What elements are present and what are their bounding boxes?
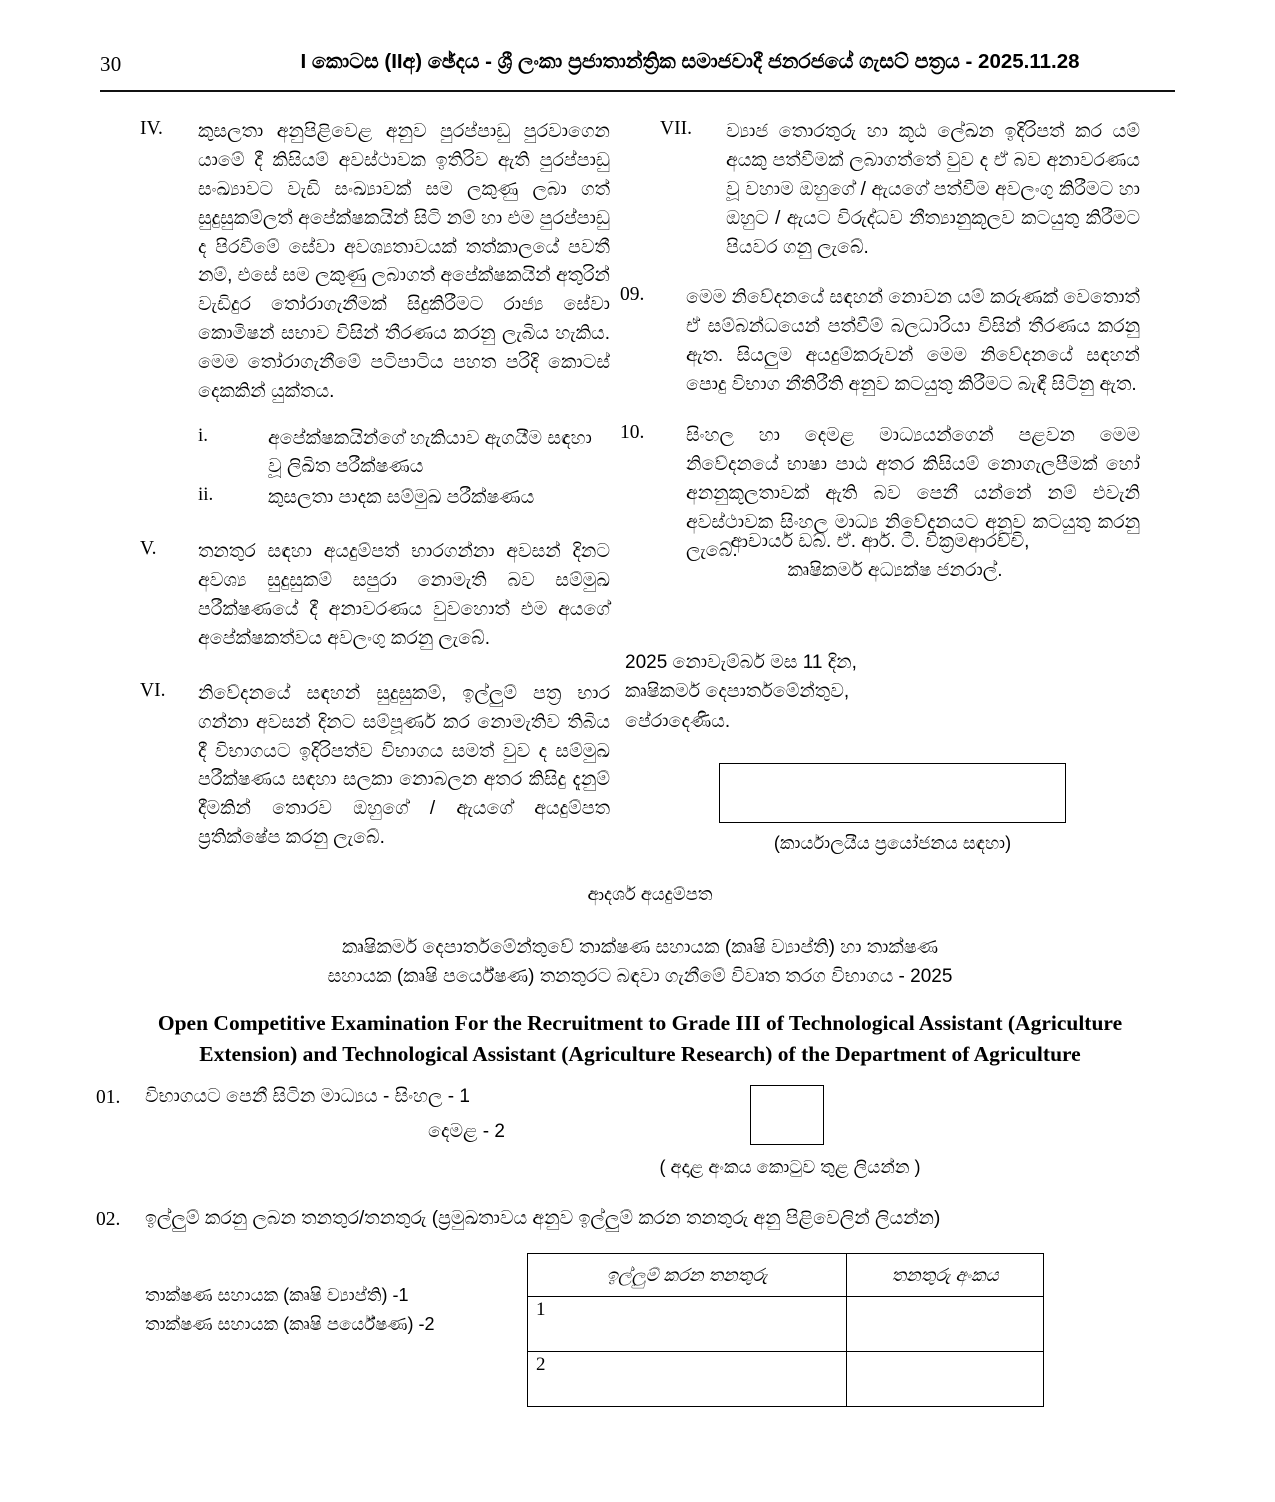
english-exam-title: Open Competitive Examination For the Recruitment to Grade III of Technological Assistant (Agriculture Extension) and Technological Assistant (Agriculture Research) of the Department of Agriculture <box>157 1011 1123 1066</box>
table-row <box>528 1352 1044 1407</box>
office-use-caption: (කාර්යාලයීය ප්‍රයෝජනය සඳහා) <box>773 833 1012 853</box>
clause-v <box>140 538 610 654</box>
dateline-location: පේරාදෙණිය. <box>625 710 731 732</box>
question-02-legend <box>145 1281 435 1339</box>
clause-09-text: මෙම නිවේදනයේ සඳහන් නොවන යම් කරුණක් වෙතොත් ඒ සම්බන්ධයෙන් පත්වීම් බලධාරියා විසින් තීරණය කරනු ඇත. සියලුම අයදුම්කරුවන් මෙම නිවේදනයේ සඳහන් පොදු විභාග නීතිරීති අනුව කටයුතු කිරීමට බැඳී සිටිනු ඇත. <box>686 287 1140 395</box>
dateline-department: කෘෂිකර්ම දෙපාර්තමේන්තුව, <box>625 681 850 703</box>
sub-item-ii-text: කුසලතා පාදක සම්මුඛ පරීක්ෂණය <box>268 486 535 508</box>
sub-item-ii-marker: ii. <box>198 483 214 505</box>
sub-item-i <box>198 425 610 482</box>
gazette-header-title: I කොටස (IIඅ) ඡේදය - ශ්‍රී ලංකා ප්‍රජාතාන්ත්‍රික සමාජවාදී ජනරජයේ ගැසට් පත්‍රය - 2025.11.28 <box>300 50 1080 73</box>
clause-vii-marker: VII. <box>660 118 692 139</box>
sub-item-i-text: අපේක්ෂකයින්ගේ හැකියාව ඇගයීම සඳහා වූ ලිඛිත පරීක්ෂණය <box>268 427 592 478</box>
clause-vii <box>660 118 1140 262</box>
sinhala-exam-title-line1: කෘෂිකර්ම දෙපාර්තමේන්තුවේ තාක්ෂණ සහායක (කෘෂි ව්‍යාප්ති) හා තාක්ෂණ <box>341 937 939 958</box>
question-02-number: 02. <box>96 1209 121 1230</box>
dateline-date: 2025 නොවැම්බර් මස 11 දින, <box>625 652 857 673</box>
header-divider <box>100 90 1175 92</box>
table-cell-code-2[interactable] <box>847 1352 1044 1407</box>
clause-10-text: සිංහල හා දෙමළ මාධ්‍යයන්ගෙන් පළවන මෙම නිවේදනයේ භාෂා පාඨ අතර කිසියම් නොගැලපීමක් හෝ අනනුකූලතාවක් ඇති බව පෙනී යන්නේ නම් එවැනි අවස්ථාවක සිංහල මාධ්‍ය නිවේදනයට අනුව කටයුතු කරනු ලැබේ. <box>686 424 1140 562</box>
clause-iv-marker: IV. <box>140 118 163 139</box>
sinhala-exam-title <box>260 933 1020 992</box>
clause-vi <box>140 680 610 853</box>
sinhala-exam-title-line2: සහායක (කෘෂි පර්යේෂණ) තනතුරට බඳවා ගැනීමේ විවෘත තරග විභාගය - 2025 <box>327 966 953 988</box>
clause-v-marker: V. <box>140 538 157 560</box>
clause-09-marker: 09. <box>620 284 645 306</box>
signatory-designation: කෘෂිකර්ම අධ්‍යක්ෂ ජනරාල්. <box>787 559 1003 581</box>
clause-09 <box>620 284 1140 400</box>
clause-vi-text: නිවේදනයේ සඳහන් සුදුසුකම්, ඉල්ලුම් පත්‍ර භාර ගන්නා අවසන් දිනට සම්පූර්ණ කර නොමැතිව තිබිය දී විභාගයට ඉදිරිපත්ව විභාගය සමත් වුව ද සම්මුඛ පරීක්ෂණය සඳහා සලකා නොබලන අතර කිසිදු දැනුම් දීමකින් තොරව ඔහුගේ / ඇයගේ අයදුම්පත ප්‍රතික්ෂේප කරනු ලැබේ. <box>198 682 610 849</box>
question-01-medium-sinhala: විභාගයට පෙනී සිටින මාධ්‍යය - සිංහල - 1 <box>145 1086 470 1107</box>
page-header <box>100 50 1175 84</box>
table-header-code: තනතුරු අංකය <box>847 1254 1044 1297</box>
signatory-name: ආචාර්ය ඩබ්. ඒ. ආර්. ටී. වික්‍රමආරච්චි, <box>730 531 1030 552</box>
table-cell-post-1[interactable]: 1 <box>528 1297 847 1352</box>
legend-item-research: තාක්ෂණ සහායක (කෘෂි පර්යේෂණ) -2 <box>145 1314 435 1335</box>
clause-v-text: තනතුර සඳහා අයදුම්පත් භාරගන්නා අවසන් දිනට අවශ්‍ය සුදුසුකම් සපුරා නොමැති බව සම්මුඛ පරීක්ෂණයේ දී අනාවරණය වුවහොත් එම අයගේ අපේක්ෂකත්වය අවලංගු කරනු ලැබේ. <box>198 541 610 649</box>
table-cell-post-2[interactable]: 2 <box>528 1352 847 1407</box>
question-01-answer-box[interactable] <box>750 1085 824 1145</box>
table-header-post: ඉල්ලුම් කරන තනතුරු <box>528 1254 847 1297</box>
question-01-number: 01. <box>96 1087 121 1108</box>
clause-iv-text: කුසලතා අනුපිළිවෙළ අනුව පුරප්පාඩු පුරවාගෙන යාමේ දී කිසියම් අවස්ථාවක ඉතිරිව ඇති පුරප්පාඩු සංඛ්‍යාවට වැඩි සංඛ්‍යාවක් සම ලකුණු ලබා ගත් සුදුසුකම්ලත් අපේක්ෂකයින් සිටි නම් හා එම පුරප්පාඩු ද පිරවීමේ සේවා අවශ්‍යතාවයක් තත්කාලයේ පවතී නම්, එසේ සම ලකුණු ලබාගත් අපේක්ෂකයින් අතුරින් වැඩිදුර තෝරාගැනීමක් සිදුකිරීමට රාජ්‍ය සේවා කොමිෂන් සභාව විසින් තීරණය කරනු ලැබිය හැකිය. මෙම තෝරාගැනීමේ පටිපාටිය පහත පරිදි කොටස් දෙකකින් යුක්තය. <box>198 121 610 402</box>
clause-vii-text: ව්‍යාජ තොරතුරු හා කූඨ ලේඛන ඉදිරිපත් කර යම් අයකු පත්වීමක් ලබාගත්තේ වුව ද ඒ බව අනාවරණය වූ වහාම ඔහුගේ / ඇයගේ පත්වීම අවලංගු කිරීමට හා ඔහුට / ඇයට විරුද්ධව නීත්‍යානුකූලව කටයුතු කිරීමට පියවර ගනු ලැබේ. <box>726 121 1140 258</box>
office-use-box[interactable] <box>719 763 1066 823</box>
clause-10-marker: 10. <box>620 421 645 443</box>
signature-block <box>620 528 1140 585</box>
dateline-block <box>625 648 857 736</box>
left-column <box>140 118 610 871</box>
question-01-hint: ( අදාළ අංකය කොටුව තුළ ලියන්න ) <box>659 1157 921 1177</box>
legend-item-extension: තාක්ෂණ සහායක (කෘෂි ව්‍යාප්ති) -1 <box>145 1285 409 1305</box>
question-02-text: ඉල්ලුම් කරනු ලබන තනතුර/තනතුරු (ප්‍රමුඛතාවය අනුව ඉල්ලුම් කරන තනතුරු අනු පිළිවෙලින් ලියන්න) <box>145 1208 941 1229</box>
clause-iv-sublist <box>198 425 610 513</box>
question-02-table <box>527 1253 1044 1407</box>
table-row <box>528 1297 1044 1352</box>
sub-item-i-marker: i. <box>198 424 209 446</box>
model-application-label: ආදර්ශ අයදුම්පත <box>587 884 713 904</box>
clause-iv <box>140 118 610 407</box>
clause-vi-marker: VI. <box>140 679 166 701</box>
question-01-medium-tamil: දෙමළ - 2 <box>428 1121 505 1142</box>
sub-item-ii <box>198 484 610 513</box>
table-header-row <box>528 1254 1044 1297</box>
table-cell-code-1[interactable] <box>847 1297 1044 1352</box>
right-column <box>620 118 1140 584</box>
page-number: 30 <box>100 52 122 76</box>
